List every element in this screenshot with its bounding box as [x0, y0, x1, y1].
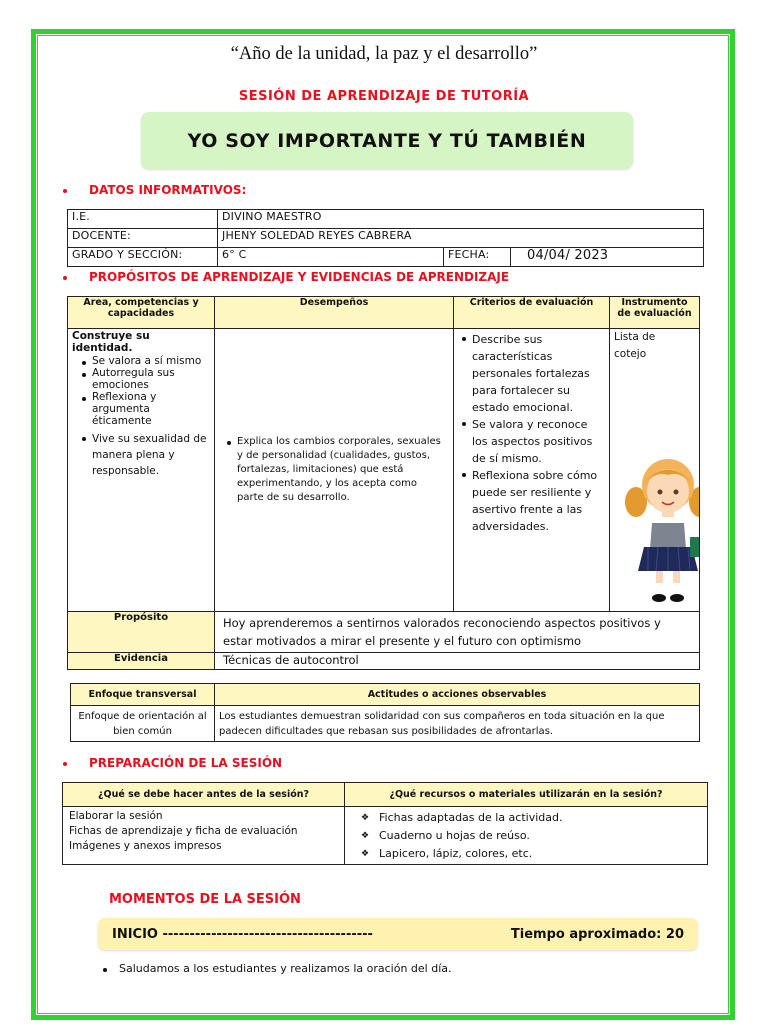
instrumento-value: Lista de cotejo [614, 331, 656, 360]
list-item: Describe sus características personales fortalezas para fortalecer su estado emocional. [464, 331, 601, 416]
area-cell [68, 329, 215, 612]
session-type: SESIÓN DE APRENDIZAJE DE TUTORÍA [238, 89, 530, 104]
propositos-heading-text: PROPÓSITOS DE APRENDIZAJE Y EVIDENCIAS DE APRENDIZAJE [89, 270, 510, 284]
list-item: Vive su sexualidad de manera plena y responsable. [84, 431, 210, 479]
list-item: Imágenes y anexos impresos [69, 840, 222, 852]
year-motto: “Año de la unidad, la paz y el desarrollo” [230, 44, 538, 64]
preparacion-table [62, 782, 708, 865]
col-area: Área, competencias y capacidades [68, 297, 215, 329]
grado-label: GRADO Y SECCIÓN: [68, 248, 218, 267]
bullet-icon [63, 276, 67, 280]
fecha-value: 04/04/ 2023 [511, 248, 704, 267]
list-item: ❖ Lapicero, lápiz, colores, etc. [361, 845, 703, 863]
proposito-value: Hoy aprenderemos a sentirnos valorados reconociendo aspectos positivos y estar motivados a mirar el presente y el futuro con optimismo [215, 612, 700, 653]
list-item: Se valora a sí mismo [84, 355, 210, 367]
ie-label: I.E. [68, 210, 218, 229]
tiempo-label: Tiempo aproximado: 20 [510, 926, 684, 942]
session-title: YO SOY IMPORTANTE Y TÚ TAMBIÉN [187, 129, 587, 152]
datos-heading-text: DATOS INFORMATIVOS: [89, 183, 247, 197]
datos-table [67, 209, 704, 267]
ie-value: DIVINO MAESTRO [218, 210, 704, 229]
list-item: Reflexiona sobre cómo puede ser resiliente y asertivo frente a las adversidades. [464, 467, 601, 535]
desempeno-cell [215, 329, 454, 612]
title-banner [141, 112, 633, 169]
bullet-icon [63, 762, 67, 766]
recursos-cell [345, 807, 708, 865]
enfoque-table [70, 683, 700, 742]
evidencia-label: Evidencia [68, 653, 215, 670]
antes-cell [63, 807, 345, 865]
criterios-list [462, 331, 601, 535]
preparacion-heading [63, 756, 282, 770]
student-girl-illustration [618, 447, 700, 607]
grado-value: 6° C [218, 248, 444, 267]
list-item: Reflexiona y argumenta éticamente [84, 391, 210, 427]
steps-list [105, 962, 452, 975]
docente-value: JHENY SOLEDAD REYES CABRERA [218, 229, 704, 248]
enfoque-value: Enfoque de orientación al bien común [71, 706, 215, 742]
list-item: Saludamos a los estudiantes y realizamos la oración del día. [105, 962, 452, 975]
col-actitudes: Actitudes o acciones observables [215, 684, 700, 706]
capacidades-list [72, 355, 210, 479]
list-item: Explica los cambios corporales, sexuales y de personalidad (cualidades, gustos, fortalezas, limitaciones) que está experimentando, y los acepta como parte de su desarrollo. [229, 435, 443, 505]
instrumento-cell [610, 329, 700, 612]
datos-heading [63, 183, 246, 197]
list-item: ❖ Cuaderno u hojas de reúso. [361, 827, 703, 845]
fecha-label: FECHA: [444, 248, 511, 267]
proposito-label: Propósito [68, 612, 215, 653]
list-item: Autorregula sus emociones [84, 367, 210, 391]
propositos-heading [63, 270, 509, 284]
first-step [105, 962, 452, 975]
col-antes: ¿Qué se debe hacer antes de la sesión? [63, 783, 345, 807]
list-item: Fichas de aprendizaje y ficha de evaluación [69, 825, 298, 837]
col-instrumento: Instrumento de evaluación [610, 297, 700, 329]
col-criterios: Criterios de evaluación [454, 297, 610, 329]
preparacion-heading-text: PREPARACIÓN DE LA SESIÓN [89, 756, 283, 770]
criterios-cell [454, 329, 610, 612]
col-desempenos: Desempeños [215, 297, 454, 329]
inicio-banner [98, 918, 698, 950]
inicio-label: INICIO --------------------------------------- [112, 926, 373, 942]
list-item: Se valora y reconoce los aspectos positivos de sí mismo. [464, 416, 601, 467]
col-enfoque: Enfoque transversal [71, 684, 215, 706]
momentos-heading: MOMENTOS DE LA SESIÓN [109, 892, 301, 907]
propositos-table [67, 296, 700, 670]
recursos-list [349, 809, 703, 863]
list-item: ❖ Fichas adaptadas de la actividad. [361, 809, 703, 827]
desempeno-list [229, 435, 443, 505]
col-recursos: ¿Qué recursos o materiales utilizarán en la sesión? [345, 783, 708, 807]
list-item: Elaborar la sesión [69, 810, 163, 822]
actitudes-value: Los estudiantes demuestran solidaridad con sus compañeros en toda situación en la que padecen dificultades que rebasan sus posibilidades de afrontarlas. [215, 706, 700, 742]
bullet-icon [63, 189, 67, 193]
competencia: Construye su identidad. [72, 330, 150, 354]
docente-label: DOCENTE: [68, 229, 218, 248]
evidencia-value: Técnicas de autocontrol [215, 653, 700, 670]
